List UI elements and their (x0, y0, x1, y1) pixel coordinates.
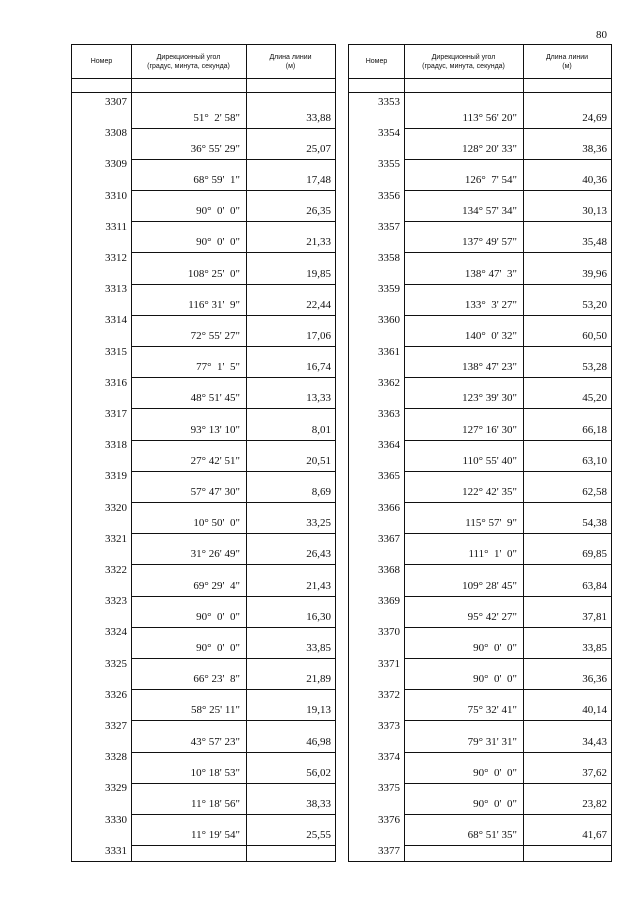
segment-rule (131, 252, 335, 253)
header-angle-label: Дирекционный угол (431, 53, 496, 61)
point-number: 3330 (105, 813, 127, 826)
point-number: 3369 (378, 595, 400, 608)
direction-angle: 137° 49' 57" (462, 236, 517, 249)
point-number: 3357 (378, 220, 400, 233)
header-number (349, 45, 404, 78)
line-length: 22,44 (306, 298, 331, 311)
segment-rule (131, 221, 335, 222)
line-length: 26,35 (306, 205, 331, 218)
direction-angle: 72° 55' 27" (190, 329, 240, 342)
point-number: 3326 (105, 688, 127, 701)
point-number: 3327 (105, 720, 127, 732)
segment-rule (404, 564, 611, 565)
direction-angle: 11° 18' 56" (191, 797, 240, 810)
point-number: 3364 (378, 439, 400, 452)
segment-rule (404, 502, 611, 503)
line-length: 37,62 (582, 766, 607, 779)
direction-angle: 126° 7' 54" (464, 173, 517, 186)
point-number: 3373 (378, 720, 400, 732)
line-length: 40,36 (582, 173, 607, 186)
direction-angle: 108° 25' 0" (187, 267, 240, 280)
segment-rule (404, 627, 611, 628)
header-length (523, 45, 611, 78)
line-length: 53,20 (582, 298, 607, 311)
segment-rule (131, 533, 335, 534)
segment-rule (131, 720, 335, 721)
line-length: 45,20 (582, 392, 607, 405)
point-number: 3307 (105, 96, 127, 108)
line-length: 38,33 (306, 797, 331, 810)
line-length: 21,89 (306, 673, 331, 686)
point-number: 3329 (105, 782, 127, 795)
point-number: 3313 (105, 283, 127, 296)
header-length-units: (м) (285, 62, 296, 70)
header-number-label: Номер (90, 58, 113, 65)
direction-angle: 10° 18' 53" (190, 766, 240, 779)
direction-angle: 11° 19' 54" (191, 829, 240, 842)
line-length: 46,98 (306, 735, 331, 748)
line-length: 66,18 (582, 423, 607, 436)
direction-angle: 66° 23' 8" (193, 673, 240, 686)
direction-angle: 127° 16' 30" (462, 423, 517, 436)
direction-angle: 90° 0' 0" (473, 797, 517, 810)
point-number: 3356 (378, 189, 400, 202)
header-length-label: Длина линии (545, 53, 589, 61)
line-length: 30,13 (582, 205, 607, 218)
segment-rule (404, 845, 611, 846)
header-divider (72, 92, 335, 93)
direction-angle: 68° 59' 1" (193, 173, 240, 186)
coordinates-table-right (348, 44, 612, 862)
point-number: 3317 (105, 408, 127, 420)
segment-rule (131, 596, 335, 597)
direction-angle: 113° 56' 20" (462, 111, 517, 124)
line-length: 35,48 (582, 236, 607, 249)
direction-angle: 90° 0' 0" (196, 236, 240, 249)
point-number: 3325 (105, 657, 127, 670)
line-length: 33,25 (306, 517, 331, 530)
direction-angle: 57° 47' 30" (190, 485, 240, 498)
segment-rule (404, 284, 611, 285)
point-number: 3359 (378, 283, 400, 296)
line-length: 54,38 (582, 517, 607, 530)
line-length: 41,67 (582, 829, 607, 842)
header-divider (72, 78, 335, 79)
point-number: 3331 (105, 844, 127, 857)
line-length: 25,55 (306, 829, 331, 842)
line-length: 33,88 (306, 111, 331, 124)
point-number: 3355 (378, 158, 400, 171)
segment-rule (131, 471, 335, 472)
segment-rule (404, 783, 611, 784)
segment-rule (131, 658, 335, 659)
segment-rule (131, 377, 335, 378)
line-length: 33,85 (582, 641, 607, 654)
header-length-units: (м) (562, 62, 572, 70)
segment-rule (131, 440, 335, 441)
point-number: 3320 (105, 501, 127, 514)
segment-rule (131, 346, 335, 347)
line-length: 8,69 (311, 485, 331, 498)
line-length: 25,07 (306, 142, 331, 155)
line-length: 20,51 (306, 454, 331, 467)
direction-angle: 51° 2' 58" (193, 111, 240, 124)
line-length: 39,96 (582, 267, 607, 280)
point-number: 3372 (378, 688, 400, 701)
point-number: 3374 (378, 751, 400, 764)
direction-angle: 10° 50' 0" (193, 517, 240, 530)
point-number: 3363 (378, 408, 400, 420)
line-length: 19,13 (306, 704, 331, 717)
point-number: 3367 (378, 532, 400, 545)
point-number: 3324 (105, 626, 127, 639)
direction-angle: 69° 29' 4" (193, 579, 240, 592)
line-length: 13,33 (306, 392, 331, 405)
direction-angle: 36° 55' 29" (190, 142, 240, 155)
segment-rule (131, 128, 335, 129)
direction-angle: 79° 31' 31" (467, 735, 517, 748)
segment-rule (131, 752, 335, 753)
line-length: 34,43 (582, 735, 607, 748)
line-length: 16,74 (306, 361, 331, 374)
point-number: 3362 (378, 376, 400, 389)
direction-angle: 138° 47' 3" (464, 267, 517, 280)
segment-rule (404, 159, 611, 160)
point-number: 3316 (105, 376, 127, 389)
point-number: 3312 (105, 252, 127, 264)
direction-angle: 77° 1' 5" (196, 361, 240, 374)
segment-rule (131, 689, 335, 690)
line-length: 37,81 (582, 610, 607, 623)
segment-rule (404, 221, 611, 222)
segment-rule (131, 284, 335, 285)
segment-rule (404, 596, 611, 597)
line-length: 36,36 (582, 673, 607, 686)
direction-angle: 109° 28' 45" (462, 579, 517, 592)
segment-rule (404, 814, 611, 815)
direction-angle: 133° 3' 27" (464, 298, 517, 311)
segment-rule (131, 502, 335, 503)
header-length (246, 45, 335, 78)
coordinates-table-left (71, 44, 336, 862)
direction-angle: 48° 51' 45" (190, 392, 240, 405)
direction-angle: 134° 57' 34" (462, 205, 517, 218)
segment-rule (404, 658, 611, 659)
header-angle-label: Дирекционный угол (156, 53, 221, 61)
segment-rule (404, 440, 611, 441)
point-number: 3360 (378, 314, 400, 327)
direction-angle: 138° 47' 23" (462, 361, 517, 374)
segment-rule (131, 627, 335, 628)
header-divider (349, 78, 611, 79)
line-length: 17,06 (306, 329, 331, 342)
direction-angle: 31° 26' 49" (190, 548, 240, 561)
header-angle (131, 45, 246, 78)
point-number: 3361 (378, 345, 400, 358)
segment-rule (404, 128, 611, 129)
point-number: 3311 (105, 220, 127, 233)
segment-rule (404, 346, 611, 347)
point-number: 3375 (378, 782, 400, 795)
direction-angle: 95° 42' 27" (467, 610, 517, 623)
point-number: 3314 (105, 314, 127, 327)
segment-rule (131, 408, 335, 409)
line-length: 17,48 (306, 173, 331, 186)
segment-rule (404, 752, 611, 753)
line-length: 63,84 (582, 579, 607, 592)
line-length: 21,33 (306, 236, 331, 249)
point-number: 3328 (105, 751, 127, 764)
segment-rule (404, 315, 611, 316)
point-number: 3319 (105, 470, 127, 483)
segment-rule (404, 533, 611, 534)
direction-angle: 116° 31' 9" (188, 298, 240, 311)
segment-rule (131, 190, 335, 191)
point-number: 3354 (378, 127, 400, 140)
header-divider (349, 92, 611, 93)
point-number: 3315 (105, 345, 127, 358)
point-number: 3309 (105, 158, 127, 171)
direction-angle: 90° 0' 0" (473, 766, 517, 779)
point-number: 3310 (105, 189, 127, 202)
direction-angle: 90° 0' 0" (196, 610, 240, 623)
line-length: 56,02 (306, 766, 331, 779)
point-number: 3353 (378, 96, 400, 108)
direction-angle: 90° 0' 0" (473, 673, 517, 686)
segment-rule (404, 471, 611, 472)
segment-rule (404, 689, 611, 690)
point-number: 3370 (378, 626, 400, 639)
segment-rule (131, 315, 335, 316)
header-number-label: Номер (365, 58, 388, 65)
point-number: 3376 (378, 813, 400, 826)
segment-rule (404, 252, 611, 253)
line-length: 26,43 (306, 548, 331, 561)
direction-angle: 140° 0' 32" (464, 329, 517, 342)
header-angle (404, 45, 523, 78)
direction-angle: 111° 1' 0" (468, 548, 517, 561)
segment-rule (131, 159, 335, 160)
direction-angle: 43° 57' 23" (190, 735, 240, 748)
direction-angle: 128° 20' 33" (462, 142, 517, 155)
segment-rule (131, 814, 335, 815)
header-length-label: Длина линии (269, 53, 312, 61)
direction-angle: 90° 0' 0" (196, 205, 240, 218)
segment-rule (404, 408, 611, 409)
direction-angle: 115° 57' 9" (465, 517, 517, 530)
header-angle-units: (градус, минута, секунда) (422, 62, 505, 70)
segment-rule (404, 190, 611, 191)
segment-rule (404, 720, 611, 721)
line-length: 8,01 (311, 423, 331, 436)
line-length: 33,85 (306, 641, 331, 654)
line-length: 19,85 (306, 267, 331, 280)
direction-angle: 90° 0' 0" (473, 641, 517, 654)
direction-angle: 110° 55' 40" (462, 454, 517, 467)
line-length: 23,82 (582, 797, 607, 810)
segment-rule (131, 783, 335, 784)
direction-angle: 27° 42' 51" (190, 454, 240, 467)
line-length: 69,85 (582, 548, 607, 561)
line-length: 53,28 (582, 361, 607, 374)
line-length: 63,10 (582, 454, 607, 467)
direction-angle: 68° 51' 35" (467, 829, 517, 842)
line-length: 60,50 (582, 329, 607, 342)
header-angle-units: (градус, минута, секунда) (147, 62, 230, 70)
point-number: 3318 (105, 439, 127, 452)
direction-angle: 90° 0' 0" (196, 641, 240, 654)
direction-angle: 122° 42' 35" (462, 485, 517, 498)
point-number: 3377 (378, 844, 400, 857)
point-number: 3366 (378, 501, 400, 514)
segment-rule (404, 377, 611, 378)
point-number: 3321 (105, 532, 127, 545)
line-length: 62,58 (582, 485, 607, 498)
header-number (72, 45, 131, 78)
point-number: 3308 (105, 127, 127, 140)
line-length: 40,14 (582, 704, 607, 717)
point-number: 3323 (105, 595, 127, 608)
page-number: 80 (596, 29, 607, 41)
direction-angle: 93° 13' 10" (190, 423, 240, 436)
line-length: 38,36 (582, 142, 607, 155)
point-number: 3371 (378, 657, 400, 670)
point-number: 3358 (378, 252, 400, 264)
segment-rule (131, 564, 335, 565)
point-number: 3365 (378, 470, 400, 483)
segment-rule (131, 845, 335, 846)
direction-angle: 123° 39' 30" (462, 392, 517, 405)
direction-angle: 58° 25' 11" (191, 704, 240, 717)
point-number: 3368 (378, 564, 400, 576)
line-length: 24,69 (582, 111, 607, 124)
line-length: 21,43 (306, 579, 331, 592)
direction-angle: 75° 32' 41" (467, 704, 517, 717)
line-length: 16,30 (306, 610, 331, 623)
point-number: 3322 (105, 564, 127, 576)
